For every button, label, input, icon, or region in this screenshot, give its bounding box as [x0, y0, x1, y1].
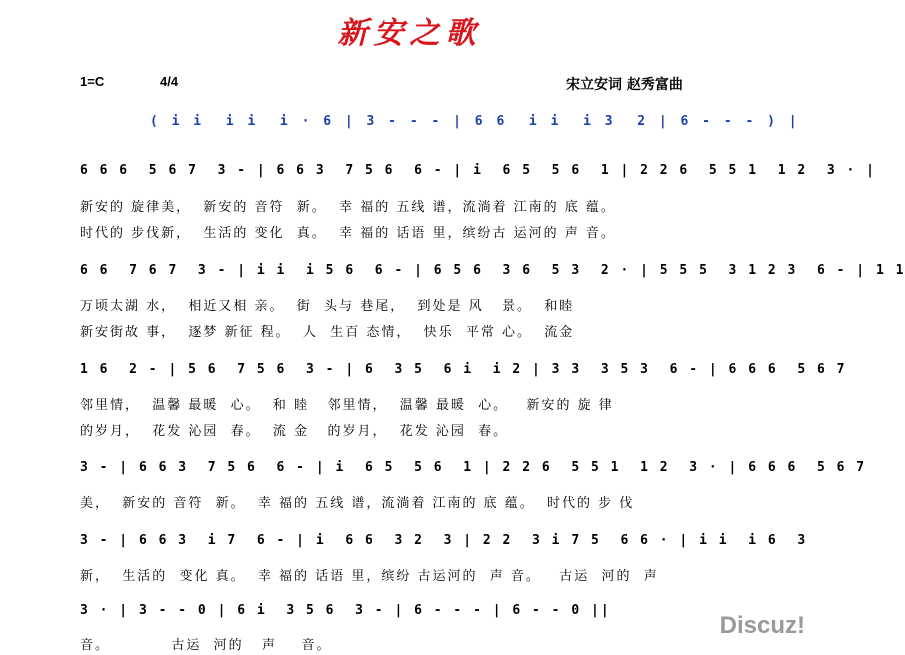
time-signature: 4/4 [160, 74, 179, 89]
notation-line-5: 3 - | 6 6 3 i 7 6 - | i 6 6 3 2 3 | 2 2 3 i 7 5 6 6 · | i i i 6 3 [80, 533, 808, 548]
key-signature: 1=C [80, 74, 105, 89]
notation-line-2: 6 6 7 6 7 3 - | i i i 5 6 6 - | 6 5 6 3 6 5 3 2 · | 5 5 5 3 1 2 3 6 - | 1 1 [80, 263, 905, 278]
lyric-line-4: 美， 新安的 音符 新。 幸 福的 五线 谱，流淌着 江南的 底 蕴。 时代的 步 伐 [80, 496, 635, 511]
lyric-line-2-verse-1: 万顷太湖 水， 相近又相 亲。 街 头与 巷尾， 到处是 风 景。 和睦 [80, 299, 575, 314]
lyric-line-2-verse-2: 新安街故 事， 逐梦 新征 程。 人 生百 态情， 快乐 平常 心。 流金 [80, 325, 575, 340]
notation-line-3: 1 6 2 - | 5 6 7 5 6 3 - | 6 3 5 6 i i 2 | 3 3 3 5 3 6 - | 6 6 6 5 6 7 [80, 362, 847, 377]
lyric-line-3-verse-2: 的岁月， 花发 沁园 春。 流 金 的岁月， 花发 沁园 春。 [80, 424, 509, 439]
lyric-line-6: 音。 古运 河的 声 音。 [80, 638, 332, 653]
song-title: 新安之歌 [337, 16, 482, 51]
lyric-line-1-verse-2: 时代的 步伐新， 生活的 变化 真。 幸 福的 话语 里，缤纷古 运河的 声 音。 [80, 226, 616, 241]
watermark-logo: Discuz! [719, 612, 805, 639]
lyric-line-3-verse-1: 邻里情， 温馨 最暖 心。 和 睦 邻里情， 温馨 最暖 心。 新安的 旋 律 [80, 398, 614, 413]
credits: 宋立安词 赵秀富曲 [566, 77, 683, 93]
lyric-line-5: 新， 生活的 变化 真。 幸 福的 话语 里，缤纷 古运河的 声 音。 古运 河的 声 [80, 569, 659, 584]
lyric-line-1-verse-1: 新安的 旋律美， 新安的 音符 新。 幸 福的 五线 谱，流淌着 江南的 底 蕴。 [80, 200, 616, 215]
notation-line-6: 3 · | 3 - - 0 | 6 i 3 5 6 3 - | 6 - - - | 6 - - 0 || [80, 603, 611, 618]
intro-notation: ( i i i i i · 6 | 3 - - - | 6 6 i i i 3 2 | 6 - - - ) | [150, 114, 800, 129]
notation-line-4: 3 - | 6 6 3 7 5 6 6 - | i 6 5 5 6 1 | 2 2 6 5 5 1 1 2 3 · | 6 6 6 5 6 7 [80, 460, 867, 475]
notation-line-1: 6 6 6 5 6 7 3 - | 6 6 3 7 5 6 6 - | i 6 5 5 6 1 | 2 2 6 5 5 1 1 2 3 · | [80, 163, 876, 178]
